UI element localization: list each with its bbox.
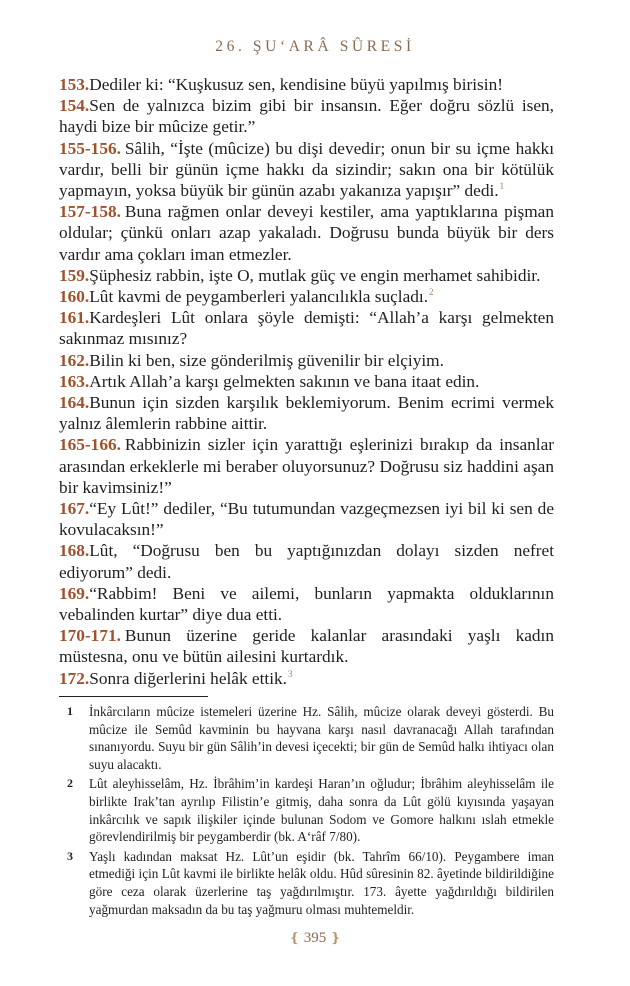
verse-number: 165-166. — [59, 435, 121, 455]
verse-167 — [59, 498, 554, 540]
verse-172 — [59, 668, 554, 689]
footnote-number: 3 — [67, 848, 73, 863]
footnote-text: Yaşlı kadından maksat Hz. Lût’un eşidir (bk. Tahrîm 66/10). Peygambere iman etmediği için Lût kavmi ile birlikte helâk oldu. Hûd sûresinin 82. âyetinde bildirildiğine göre ceza olarak üzerlerine taş yağdırılmıştır. 173. âyette yağdırıldığı bildirilen yağmurdan maksadın da bu taş yağmuru olması muhtemeldir. — [89, 848, 554, 917]
verse-text: Sen de yalnızca bizim gibi bir insansın. Eğer doğru sözlü isen, haydi bize bir mûcize getir.” — [59, 96, 554, 137]
verse-159 — [59, 265, 554, 286]
footnote-number: 2 — [67, 776, 73, 791]
footnote-text: İnkârcıların mûcize istemeleri üzerine Hz. Sâlih, mûcize olarak deveyi gösterdi. Bu mûcize ile Semûd kavminin bu hayvana karşı nasıl davranacağı Allah tarafından sınanıyordu. Suyu bir gün Sâlih’in devesi içecekti; bir gün de Semûd halkı ihtiyacı olan suyu alacaktı. — [89, 704, 554, 772]
verse-162 — [59, 350, 554, 371]
verse-number: 163. — [59, 371, 90, 391]
verse-text: Şüphesiz rabbin, işte O, mutlak güç ve engin merhamet sahibidir. — [89, 265, 541, 285]
ornament-right-icon: ❵ — [330, 930, 341, 945]
verse-text: Rabbinizin sizler için yarattığı eşlerinizi bırakıp da insanlar arasından erkeklerle mi beraber oluyorsunuz? Doğrusu siz haddini aşan bir kavimsiniz!” — [59, 435, 554, 497]
verse-text: Artık Allah’a karşı gelmekten sakının ve bana itaat edin. — [89, 371, 480, 391]
verse-text: Buna rağmen onlar deveyi kestiler, ama yaptıklarına pişman oldular; çünkü onları azap yakaladı. Doğrusu bunda büyük bir ders vardır ama çokları iman etmezler. — [59, 202, 554, 264]
verse-text: Sonra diğerlerini helâk ettik. — [89, 668, 287, 688]
verse-number: 155-156. — [59, 138, 121, 158]
verse-number: 170-171. — [59, 626, 121, 646]
verse-number: 160. — [59, 287, 90, 307]
footnote-1 — [59, 703, 554, 773]
verse-165-166 — [59, 434, 554, 498]
verse-155-156 — [59, 138, 554, 202]
verse-169 — [59, 583, 554, 625]
verse-text: Lût kavmi de peygamberleri yalancılıkla suçladı. — [89, 287, 429, 307]
footnote-marker[interactable]: 1 — [499, 181, 505, 192]
verse-170-171 — [59, 625, 554, 667]
verse-number: 169. — [59, 583, 90, 603]
verse-text: “Rabbim! Beni ve ailemi, bunların yapmakta olduklarının vebalinden kurtar” diye dua etti. — [59, 583, 554, 625]
verse-number: 164. — [59, 393, 90, 413]
footnote-marker[interactable]: 2 — [429, 287, 434, 298]
page-header-title: 26. ŞU‘ARÂ SÛRESİ — [215, 38, 415, 55]
verse-number: 154. — [59, 96, 90, 116]
footnote-marker[interactable]: 3 — [287, 668, 293, 679]
footnote-3 — [59, 848, 554, 918]
footnote-divider — [59, 696, 208, 697]
verse-text: Dediler ki: “Kuşkusuz sen, kendisine büyü yapılmış birisin! — [89, 75, 503, 94]
verse-text: Kardeşleri Lût onlara şöyle demişti: “Allah’a karşı gelmekten sakınmaz mısınız? — [59, 308, 554, 349]
verse-number: 168. — [59, 541, 90, 561]
footnote-text: Lût aleyhisselâm, Hz. İbrâhim’in kardeşi Haran’ın oğludur; İbrâhim aleyhisselâm ile birlikte Irak’tan ayrılıp Filistin’e gitmiş, daha sonra da Lût gölü kıyısında yaşayan inkârcılık ve sapık ilişkiler içinde bulunan Sodom ve Gomore halkını ıslah etmekle görevlendirilmiş bir peygamberdir (bk. A‘râf 7/80). — [89, 776, 554, 845]
verse-163 — [59, 371, 554, 392]
verse-text: Lût, “Doğrusu ben bu yaptığınızdan dolayı sizden nefret ediyorum” dedi. — [59, 541, 554, 582]
verse-160 — [59, 286, 554, 307]
verse-number: 172. — [59, 668, 90, 688]
footnote-number: 1 — [67, 704, 73, 718]
verse-text-block — [59, 74, 554, 689]
verse-text: Bunun için sizden karşılık beklemiyorum. Benim ecrimi vermek yalnız âlemlerin rabbine aittir. — [59, 393, 554, 434]
footnote-2 — [59, 775, 554, 845]
page-number — [0, 930, 630, 947]
verse-154 — [59, 95, 554, 137]
verse-text: Bilin ki ben, size gönderilmiş güvenilir bir elçiyim. — [89, 350, 444, 370]
ornament-left-icon: ❴ — [289, 930, 300, 945]
verse-number: 153. — [59, 75, 90, 94]
verse-number: 161. — [59, 308, 90, 328]
verse-164 — [59, 392, 554, 434]
verse-157-158 — [59, 201, 554, 265]
verse-text: Sâlih, “İşte (mûcize) bu dişi devedir; onun bir su içme hakkı vardır, belli bir günün içme hakkı da sizindir; sakın ona bir kötülük yapmayın, yoksa büyük bir günün azabı yakanıza yapışır” dedi. — [59, 138, 554, 201]
verse-text: Bunun üzerine geride kalanlar arasındaki yaşlı kadın müstesna, onu ve bütün ailesini kurtardık. — [59, 626, 554, 667]
verse-number: 167. — [59, 499, 90, 519]
verse-text: “Ey Lût!” dediler, “Bu tutumundan vazgeçmezsen iyi bil ki sen de kovulacaksın!” — [59, 499, 554, 540]
verse-153 — [59, 74, 554, 95]
footnotes-section — [59, 703, 554, 920]
verse-168 — [59, 540, 554, 582]
verse-number: 162. — [59, 350, 90, 370]
verse-161 — [59, 307, 554, 349]
page-number-value: 395 — [303, 930, 327, 946]
verse-number: 159. — [59, 265, 90, 285]
verse-number: 157-158. — [59, 202, 121, 222]
